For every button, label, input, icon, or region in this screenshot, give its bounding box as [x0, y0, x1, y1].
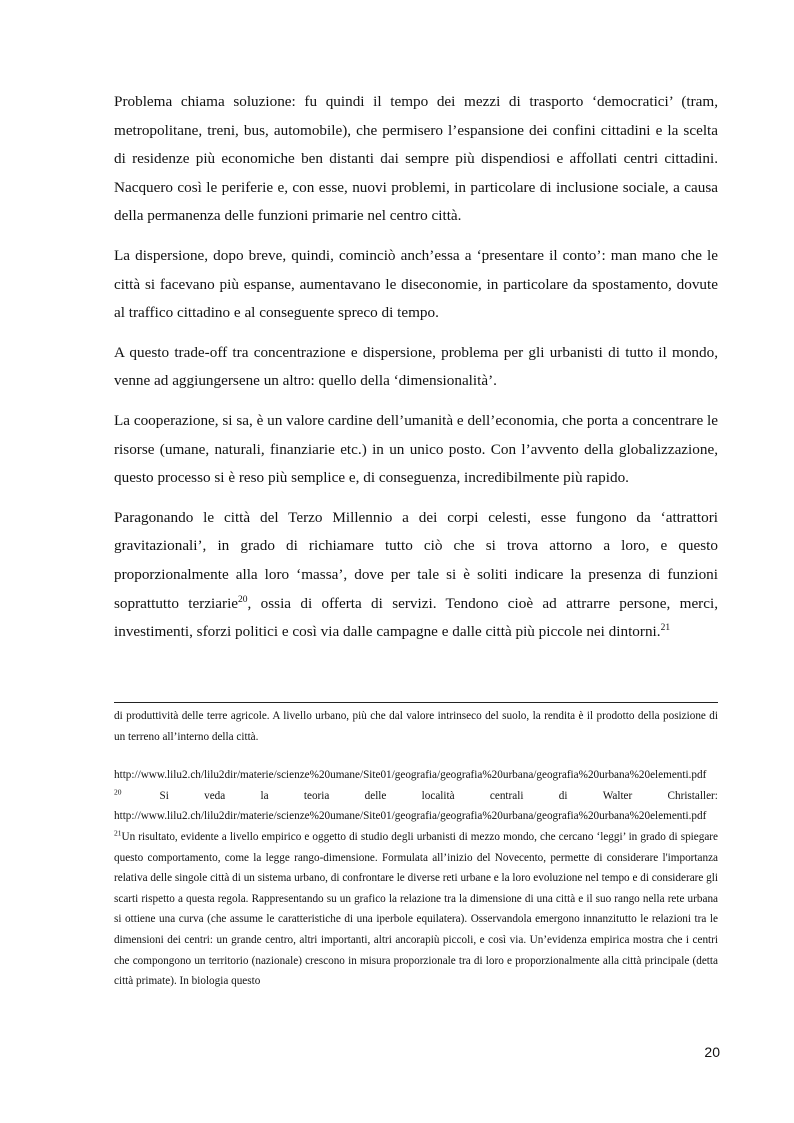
footnote-20-word: veda — [204, 789, 226, 802]
footnote-gap — [114, 747, 718, 765]
footnote-20-word: teoria — [303, 789, 330, 802]
footnote-20-word: Christaller: — [667, 789, 718, 802]
footnote-20-line — [114, 786, 718, 807]
footnote-21-number: 21 — [114, 828, 122, 838]
footnote-20-word: di — [558, 789, 568, 802]
footnote-ref-21[interactable]: 21 — [660, 623, 671, 634]
footnote-20-word: località — [421, 789, 455, 802]
paragraph-2: La dispersione, dopo breve, quindi, cominciò anch’essa a ‘presentare il conto’: man mano che le città si facevano più espanse, aumentavano le diseconomie, in particolare da spostamento, dovute al traffico cittadino e al conseguente spreco di tempo. — [114, 246, 718, 322]
paragraph-1: Problema chiama soluzione: fu quindi il tempo dei mezzi di trasporto ‘democratici’ (tram, metropolitane, treni, bus, automobile), che permisero l’espansione dei confini cittadini e la scelta di residenze più economiche ben distanti dai sempre più dispendiosi e affollati centri cittadini. Nacquero così le periferie e, con esse, nuovi problemi, in particolare di inclusione sociale, a causa della permanenza delle funzioni primarie nel centro città. — [114, 93, 718, 225]
footnote-continuation: di produttività delle terre agricole. A livello urbano, più che dal valore intrinseco del suolo, la rendita è il prodotto della posizione di un terreno all’interno della città. — [114, 710, 718, 743]
footnote-20-word: Walter — [602, 789, 633, 802]
footnote-20-word: $^{20}$ Si — [114, 787, 169, 802]
main-body-text — [114, 88, 718, 658]
footnote-20-word: centrali — [489, 789, 524, 802]
footnote-separator — [114, 702, 718, 703]
footnote-20-word: la — [260, 789, 269, 802]
footnote-20-word: delle — [364, 789, 387, 802]
paragraph-4: La cooperazione, si sa, è un valore cardine dell’umanità e dell’economia, che porta a concentrare le risorse (umane, naturali, finanziarie etc.) in un unico posto. Con l’avvento della globalizzazione, questo processo si è reso più semplice e, di conseguenza, incredibilmente più rapido. — [114, 411, 718, 487]
footnote-prev-url[interactable]: http://www.lilu2.ch/lilu2dir/materie/scienze%20umane/Site01/geografia/geografia%20urbana/geografia%20urbana%20elementi.pdf — [114, 769, 707, 782]
paragraph-5-part-1: Paragonando le città del Terzo Millennio a dei corpi celesti, esse fungono da ‘attrattori gravitazionali’, in grado di richiamare tutto ciò che si trova attorno a loro, e questo proporzionalmente alla loro ‘massa’, dove per tale si è soliti indicare la presenza di funzioni soprattutto terziarie — [114, 508, 718, 612]
footnote-20-number: 20 — [114, 787, 122, 797]
paragraph-5 — [114, 504, 718, 647]
footnote-20-url[interactable]: http://www.lilu2.ch/lilu2dir/materie/scienze%20umane/Site01/geografia/geografia%20urbana/geografia%20urbana%20elementi.pdf — [114, 810, 707, 823]
footnote-ref-20[interactable]: 20 — [238, 594, 248, 605]
paragraph-5-part-2: , ossia di offerta di servizi. Tendono cioè ad attrarre persone, merci, investimenti, sforzi politici e così via dalle campagne e dalle città più piccole nei dintorni. — [114, 594, 718, 641]
paragraph-3: A questo trade-off tra concentrazione e dispersione, problema per gli urbanisti di tutto il mondo, venne ad aggiungersene un altro: quello della ‘dimensionalità’. — [114, 343, 718, 390]
page-number: 20 — [704, 1044, 720, 1060]
footnote-21-text: Un risultato, evidente a livello empirico e oggetto di studio degli urbanisti di mezzo mondo, che cercano ‘leggi’ in grado di spiegare questo comportamento, come la legge rango-dimensione. Formulata all’inizio del Novecento, permette di considerare l'importanza relativa delle singole città di un sistema urbano, di confrontare le diverse reti urbane e la loro evoluzione nel tempo e di considerare gli scarti rispetto a questa regola. Rappresentando su un grafico la relazione tra la dimensione di una città e il suo rango nella rete urbana si ottiene una curva (che assume le caratteristiche di una iperbole equilatera). Osservandola emergono innanzitutto le relazioni tra le dimensioni dei centri: un grande centro, altri importanti, altri ancorapiù piccoli, e così via. Un’evidenza empirica mostra che i centri che compongono un territorio (nazionale) crescono in misura proporzionale tra di loro e proporzionalmente alla città principale (detta città primate). In biologia questo — [114, 830, 718, 988]
footnote-21 — [114, 827, 718, 992]
footnotes-section — [114, 706, 718, 992]
